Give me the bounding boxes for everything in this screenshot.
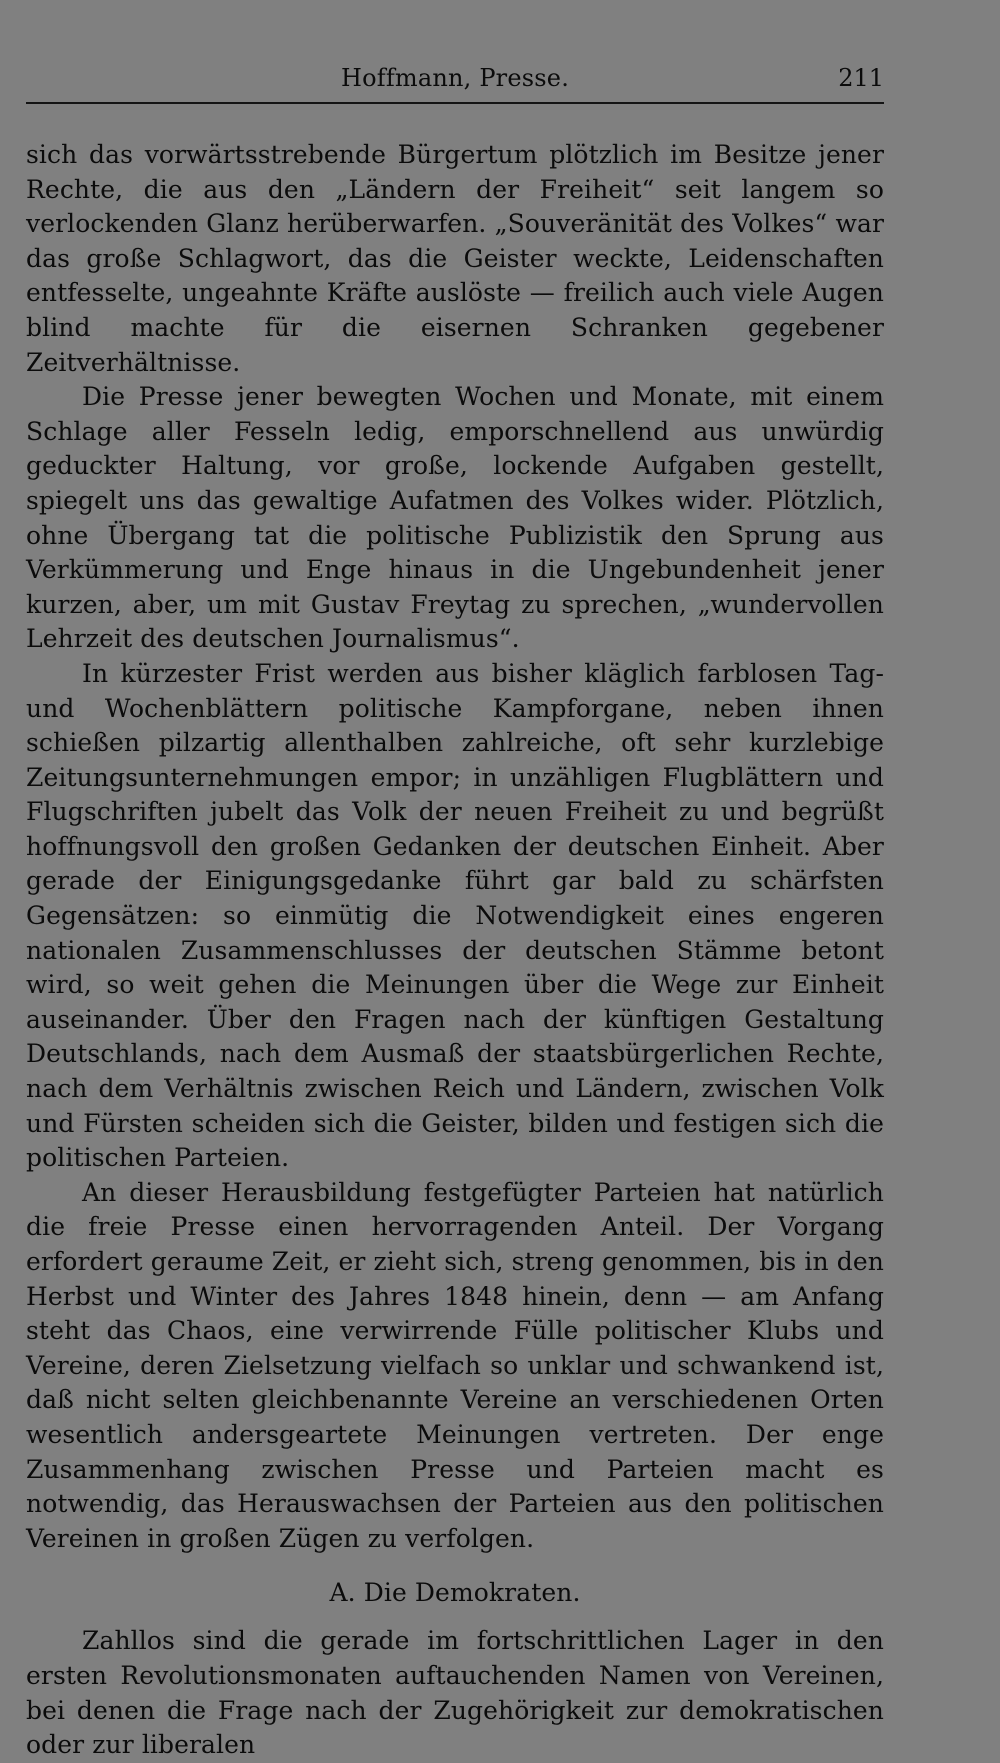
paragraph-parteien: An dieser Herausbildung festgefügter Parteien hat natürlich die freie Presse einen hervorragenden Anteil. Der Vorgang erfordert geraume Zeit, er zieht sich, streng genommen, bis in den Herbst und Winter des Jahres 1848 hinein, denn — am Anfang steht das Chaos, eine verwirrende Fülle politischer Klubs und Vereine, deren Zielsetzung vielfach so unklar und schwankend ist, daß nicht selten gleichbenannte Vereine an verschiedenen Orten wesentlich andersgeartete Meinungen vertreten. Der enge Zusammenhang zwischen Presse und Parteien macht es notwendig, das Herauswachsen der Parteien aus den politischen Vereinen in großen Zügen zu verfolgen. — [26, 1177, 884, 1553]
paragraph-continued: sich das vorwärtsstrebende Bürgertum plötzlich im Besitze jener Rechte, die aus den „Ländern der Freiheit“ seit langem so verlockenden Glanz herüberwarfen. „Souveränität des Volkes“ war das große Schlagwort, das die Geister weckte, Leidenschaften entfesselte, ungeahnte Kräfte auslöste — freilich auch viele Augen blind machte für die eisernen Schranken gegebener Zeitverhältnisse. — [26, 140, 884, 377]
page-number: 211 — [838, 64, 884, 92]
running-title: Hoffmann, Presse. — [340, 64, 570, 92]
section-heading: A. Die Demokraten. — [329, 1578, 581, 1608]
running-header — [26, 58, 884, 104]
paragraph-demokraten: Zahllos sind die gerade im fortschrittlichen Lager in den ersten Revolutionsmonaten auftauchenden Namen von Vereinen, bei denen die Frage nach der Zugehörigkeit zur demokratischen oder zur liberalen — [26, 1626, 884, 1760]
body-text — [26, 138, 884, 1763]
paragraph-kampforgane: In kürzester Frist werden aus bisher kläglich farblosen Tag- und Wochenblättern politische Kampforgane, neben ihnen schießen pilzartig allenthalben zahlreiche, oft sehr kurzlebige Zeitungsunternehmungen empor; in unzähligen Flugblättern und Flugschriften jubelt das Volk der neuen Freiheit zu und begrüßt hoffnungsvoll den großen Gedanken der deutschen Einheit. Aber gerade der Einigungsgedanke führt gar bald zu schärfsten Gegensätzen: so einmütig die Notwendigkeit eines engeren nationalen Zusammenschlusses der deutschen Stämme betont wird, so weit gehen die Meinungen über die Wege zur Einheit auseinander. Über den Fragen nach der künftigen Gestaltung Deutschlands, nach dem Ausmaß der staatsbürgerlichen Rechte, nach dem Verhältnis zwischen Reich und Ländern, zwischen Volk und Fürsten scheiden sich die Geister, bilden und festigen sich die politischen Parteien. — [26, 658, 884, 1173]
book-page — [26, 58, 884, 1763]
paragraph-presse: Die Presse jener bewegten Wochen und Monate, mit einem Schlage aller Fesseln ledig, emporschnellend aus unwürdig geduckter Haltung, vor große, lockende Aufgaben gestellt, spiegelt uns das gewaltige Aufatmen des Volkes wider. Plötzlich, ohne Übergang tat die politische Publizistik den Sprung aus Verkümmerung und Enge hinaus in die Ungebundenheit jener kurzen, aber, um mit Gustav Freytag zu sprechen, „wundervollen Lehrzeit des deutschen Journalismus“. — [26, 382, 884, 654]
